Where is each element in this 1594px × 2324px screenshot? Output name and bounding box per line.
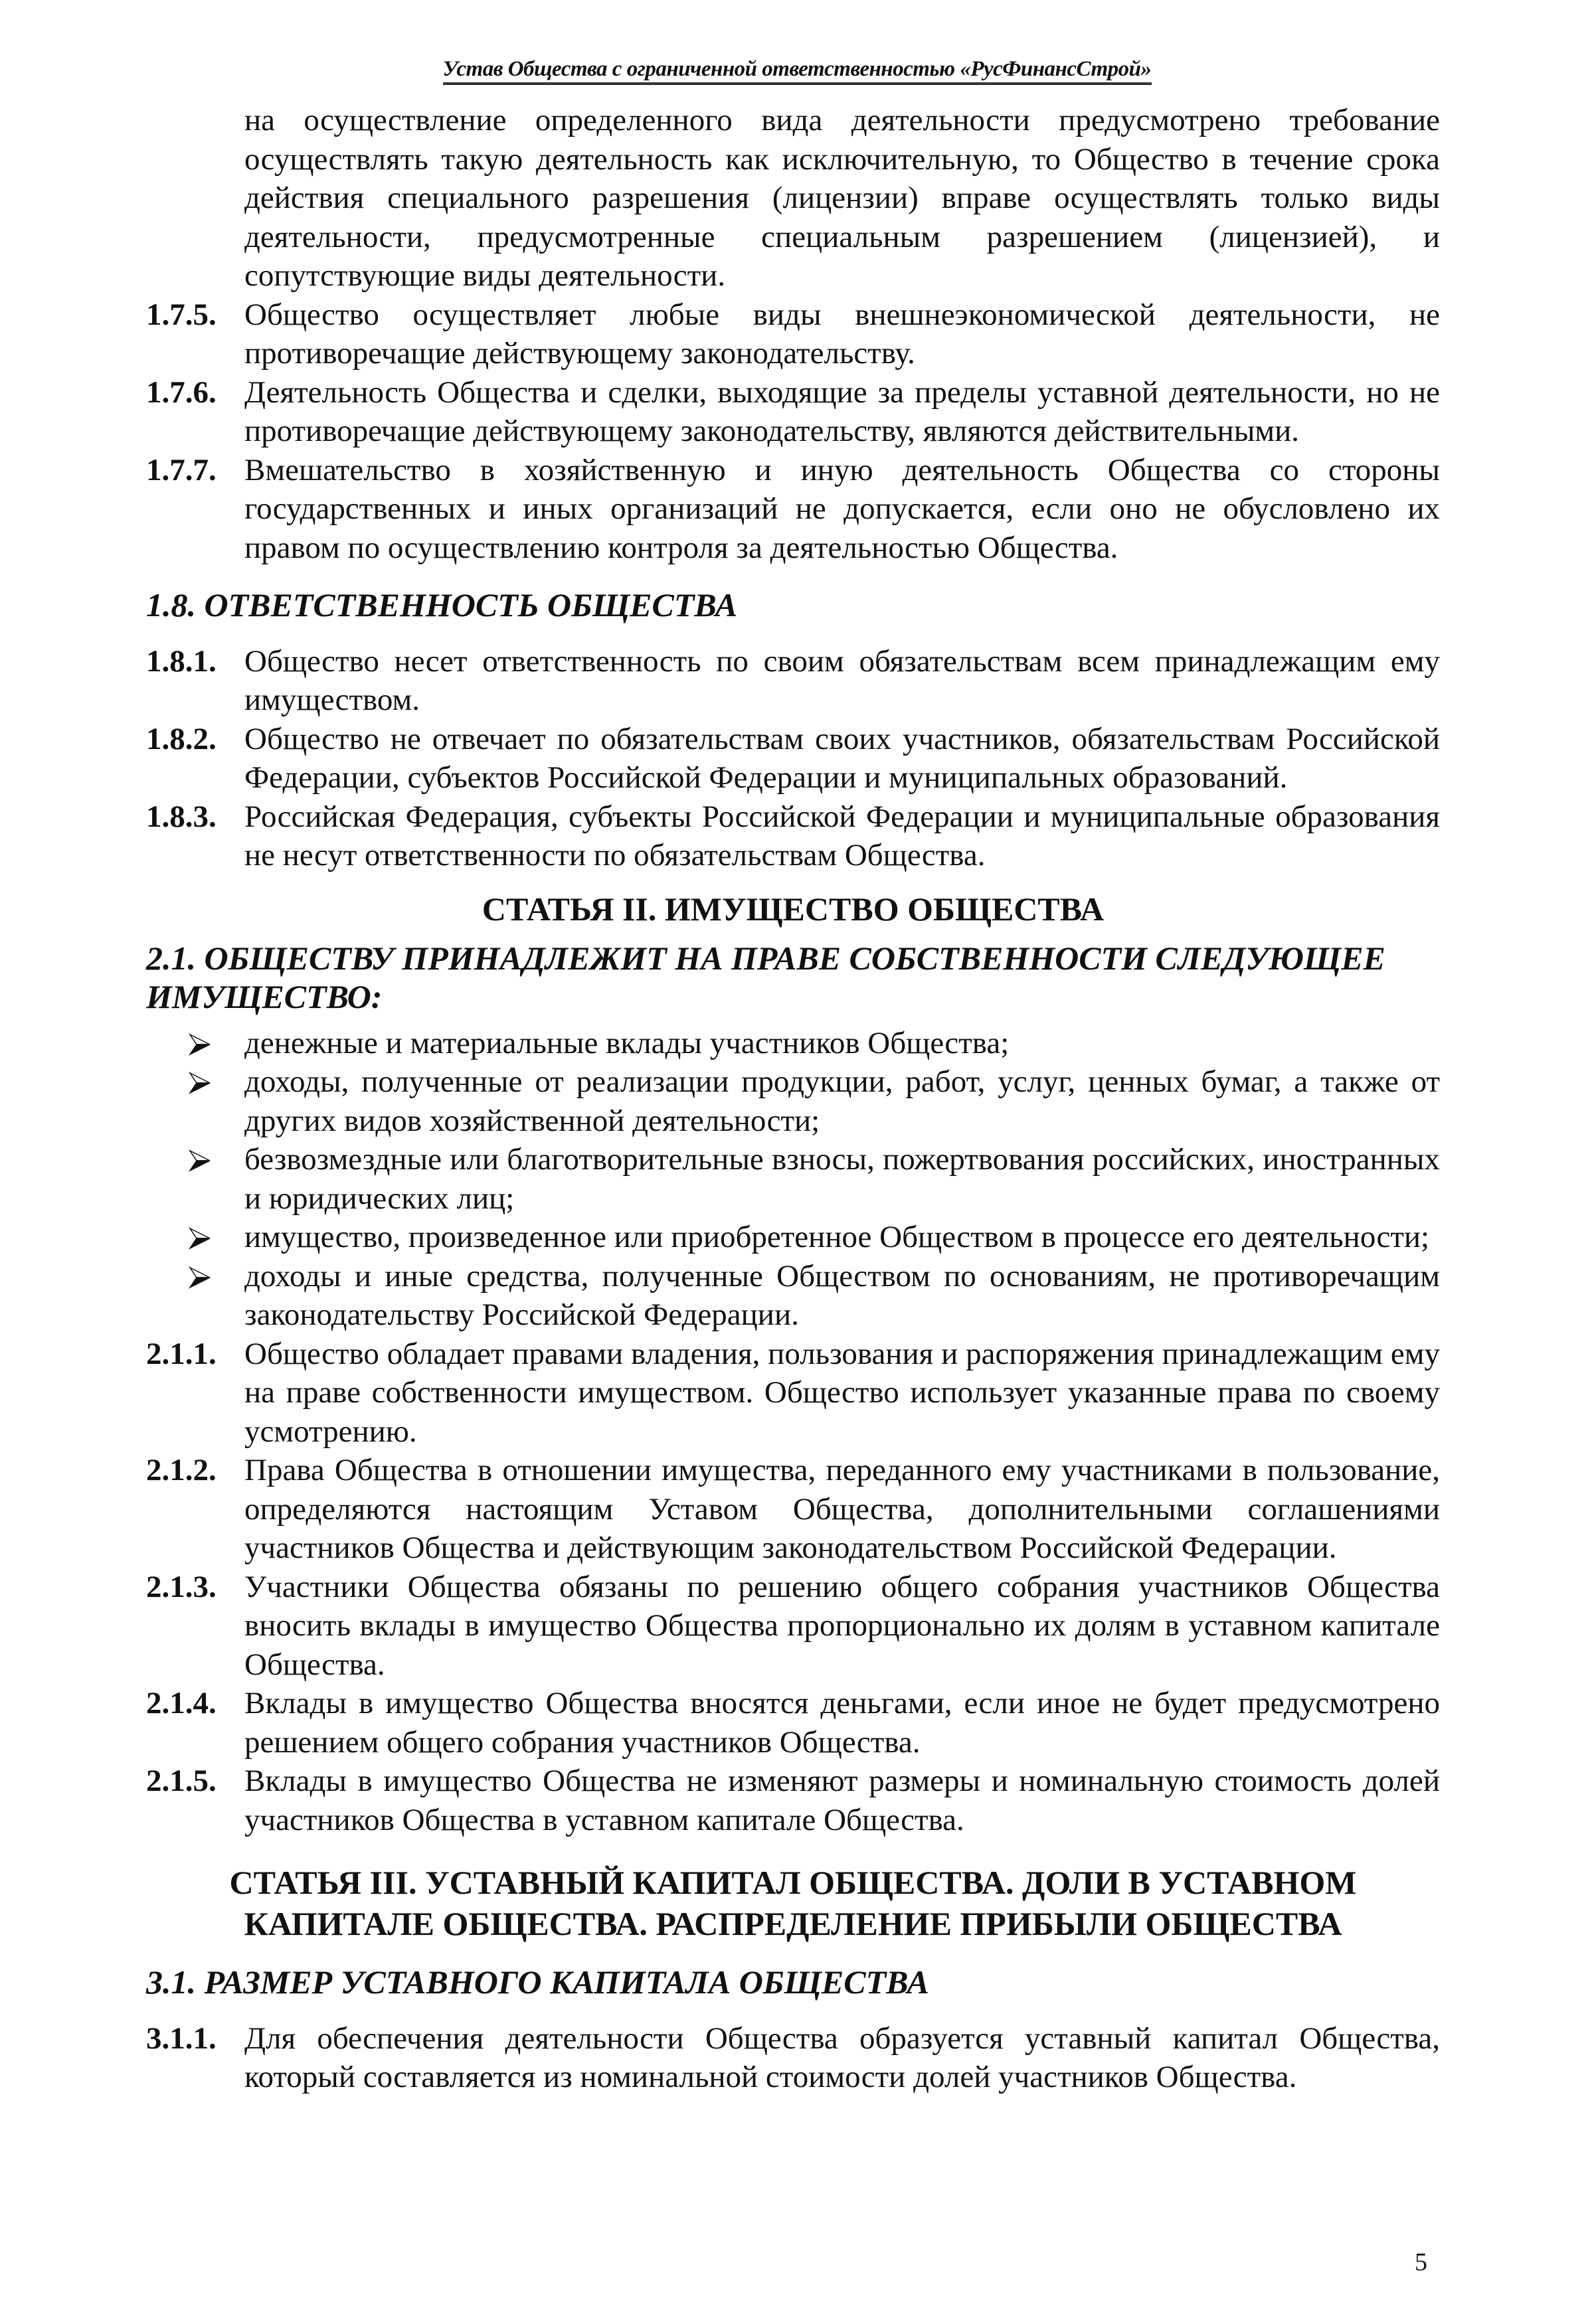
clause-1-7-6	[146, 373, 1440, 451]
clause-number: 3.1.1.	[146, 2021, 217, 2056]
clause-number: 2.1.5.	[146, 1764, 217, 1798]
clause-number: 2.1.4.	[146, 1686, 217, 1720]
article-heading-2: СТАТЬЯ II. ИМУЩЕСТВО ОБЩЕСТВА	[482, 890, 1105, 928]
list-item	[244, 1024, 1440, 1063]
arrow-bullet-icon	[189, 1266, 211, 1289]
running-header	[0, 57, 1594, 82]
clause-2-1-2	[146, 1451, 1440, 1568]
document-body	[146, 101, 1440, 2097]
clause-text: Деятельность Общества и сделки, выходящие за пределы уставной деятельности, но не противоречащие действующему законодательству, являются действительными.	[244, 374, 1440, 448]
list-item	[244, 1062, 1440, 1140]
clause-text: Вклады в имущество Общества вносятся деньгами, если иное не будет предусмотрено решением общего собрания участников Общества.	[244, 1686, 1440, 1760]
clause-text: Общество несет ответственность по своим обязательствам всем принадлежащим ему имуществом.	[244, 643, 1440, 717]
clause-text: Права Общества в отношении имущества, переданного ему участниками в пользование, определяются настоящим Уставом Общества, дополнительными соглашениями участников Общества и действующим законодательством Российской Федерации.	[244, 1453, 1440, 1565]
list-item-text: имущество, произведенное или приобретенное Обществом в процессе его деятельности;	[244, 1220, 1430, 1254]
article-heading-3-line2: КАПИТАЛЕ ОБЩЕСТВА. РАСПРЕДЕЛЕНИЕ ПРИБЫЛИ ОБЩЕСТВА	[244, 1905, 1342, 1942]
clause-number: 1.7.7.	[146, 452, 217, 487]
list-item-text: денежные и материальные вклады участников Общества;	[244, 1025, 1010, 1060]
clause-number: 1.7.6.	[146, 374, 217, 410]
clause-1-8-3	[146, 797, 1440, 875]
clause-2-1-5	[146, 1762, 1440, 1839]
clause-2-1-1	[146, 1335, 1440, 1452]
clause-text: Общество обладает правами владения, пользования и распоряжения принадлежащим ему на праве собственности имуществом. Общество использует указанные права по своему усмотрению.	[244, 1336, 1440, 1449]
arrow-bullet-icon	[189, 1149, 211, 1172]
clause-1-8-1	[146, 642, 1440, 720]
list-item-text: безвозмездные или благотворительные взносы, пожертвования российских, иностранных и юридических лиц;	[244, 1142, 1440, 1216]
intro-paragraph: на осуществление определенного вида деятельности предусмотрено требование осуществлять такую деятельность как исключительную, то Общество в течение срока действия специального разрешения (лицензии) вправе осуществлять только виды деятельности, предусмотренные специальным разрешением (лицензией), и сопутствующие виды деятельности.	[244, 103, 1440, 293]
list-item-text: доходы, полученные от реализации продукции, работ, услуг, ценных бумаг, а также от других видов хозяйственной деятельности;	[244, 1064, 1440, 1138]
clause-text: Вклады в имущество Общества не изменяют размеры и номинальную стоимость долей участников Общества в уставном капитале Общества.	[244, 1764, 1440, 1837]
article-heading-3	[146, 1862, 1440, 1944]
arrow-bullet-icon	[189, 1033, 211, 1056]
clause-number: 1.7.5.	[146, 297, 217, 332]
clause-text: Общество осуществляет любые виды внешнеэкономической деятельности, не противоречащие действующему законодательству.	[244, 297, 1440, 371]
clause-1-7-7	[146, 451, 1440, 568]
list-item	[244, 1218, 1440, 1257]
article-heading-3-line1: СТАТЬЯ III. УСТАВНЫЙ КАПИТАЛ ОБЩЕСТВА. ДОЛИ В УСТАВНОМ	[229, 1864, 1357, 1901]
clause-number: 1.8.2.	[146, 721, 217, 756]
clause-2-1-3	[146, 1568, 1440, 1685]
clause-1-7-5	[146, 295, 1440, 373]
list-item	[244, 1140, 1440, 1218]
arrow-bullet-icon	[189, 1227, 211, 1250]
clause-text: Российская Федерация, субъекты Российской Федерации и муниципальные образования не несут ответственности по обязательствам Общества.	[244, 799, 1440, 872]
clause-1-8-2	[146, 720, 1440, 797]
clause-number: 1.8.1.	[146, 643, 217, 679]
clause-text: Участники Общества обязаны по решению общего собрания участников Общества вносить вклады в имущество Общества пропорционально их долям в уставном капитале Общества.	[244, 1569, 1440, 1682]
clause-number: 2.1.1.	[146, 1336, 217, 1371]
section-heading-3-1: 3.1. РАЗМЕР УСТАВНОГО КАПИТАЛА ОБЩЕСТВА	[146, 1963, 929, 2001]
page-number: 5	[1415, 2248, 1427, 2276]
clause-3-1-1	[146, 2019, 1440, 2097]
clause-text: Вмешательство в хозяйственную и иную деятельность Общества со стороны государственных и иных организаций не допускается, если оно не обусловлено их правом по осуществлению контроля за деятельностью Общества.	[244, 452, 1440, 565]
clause-text: Для обеспечения деятельности Общества образуется уставный капитал Общества, который составляется из номинальной стоимости долей участников Общества.	[244, 2021, 1440, 2094]
clause-2-1-4	[146, 1684, 1440, 1762]
list-item-text: доходы и иные средства, полученные Обществом по основаниям, не противоречащим законодательству Российской Федерации.	[244, 1258, 1440, 1332]
clause-number: 1.8.3.	[146, 799, 217, 834]
list-item	[244, 1257, 1440, 1335]
section-heading-2-1: 2.1. ОБЩЕСТВУ ПРИНАДЛЕЖИТ НА ПРАВЕ СОБСТВЕННОСТИ СЛЕДУЮЩЕЕ ИМУЩЕСТВО:	[146, 939, 1385, 1015]
clause-text: Общество не отвечает по обязательствам своих участников, обязательствам Российской Федерации, субъектов Российской Федерации и муниципальных образований.	[244, 721, 1440, 795]
clause-number: 2.1.3.	[146, 1569, 217, 1604]
clause-number: 2.1.2.	[146, 1453, 217, 1487]
property-list	[244, 1024, 1440, 1335]
arrow-bullet-icon	[189, 1072, 211, 1094]
section-heading-1-8: 1.8. ОТВЕТСТВЕННОСТЬ ОБЩЕСТВА	[146, 586, 738, 623]
document-title: Устав Общества с ограниченной ответственностью «РусФинансСтрой»	[443, 57, 1152, 85]
